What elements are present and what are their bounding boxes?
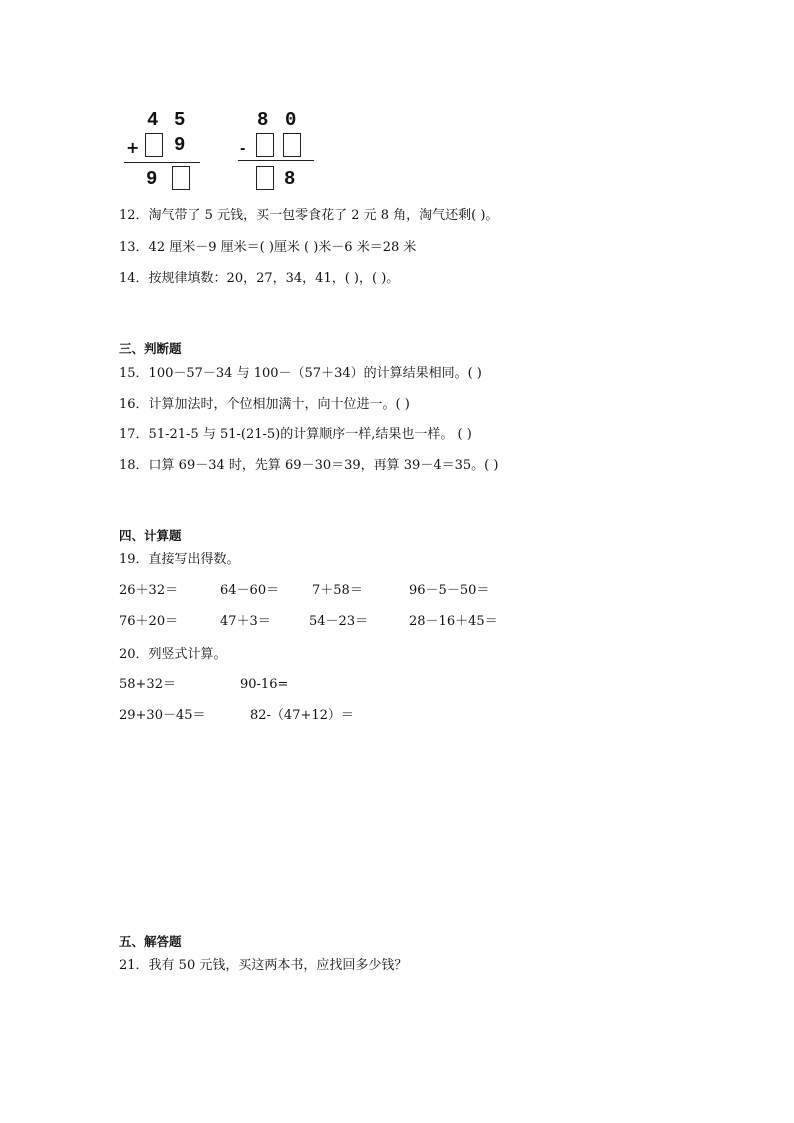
question-text: 计算加法时，个位相加满十，向十位进一。( ) bbox=[148, 397, 410, 412]
digit: 0 bbox=[285, 109, 297, 131]
question-18 bbox=[119, 458, 498, 474]
question-number: 19． bbox=[119, 552, 149, 567]
question-14 bbox=[119, 271, 399, 287]
question-17 bbox=[119, 427, 472, 443]
digit: 8 bbox=[284, 168, 296, 190]
expression: 28－16＋45＝ bbox=[409, 614, 498, 629]
expression: 29+30－45＝ bbox=[119, 708, 206, 723]
section-title-calculation: 四、计算题 bbox=[119, 528, 182, 543]
expression: 90-16= bbox=[240, 677, 289, 692]
expression: 54－23＝ bbox=[309, 614, 369, 629]
digit: 9 bbox=[146, 168, 158, 190]
expression: 76＋20＝ bbox=[119, 614, 179, 629]
question-text: 42 厘米－9 厘米＝( )厘米 ( )米－6 米＝28 米 bbox=[148, 240, 417, 255]
digit: 5 bbox=[174, 109, 186, 131]
expression: 58+32＝ bbox=[119, 677, 176, 692]
question-number: 15． bbox=[119, 366, 149, 381]
expression: 64－60＝ bbox=[220, 583, 280, 598]
question-number: 17． bbox=[119, 427, 149, 442]
question-text: 直接写出得数。 bbox=[148, 552, 240, 567]
plus-operator: + bbox=[126, 138, 140, 157]
question-number: 21． bbox=[119, 958, 149, 973]
question-number: 16． bbox=[119, 397, 149, 412]
section-title-judgement: 三、判断题 bbox=[119, 341, 182, 356]
question-20 bbox=[119, 647, 227, 663]
digit: 4 bbox=[147, 109, 159, 131]
expression: 82-（47+12）＝ bbox=[250, 708, 354, 723]
question-text: 51-21-5 与 51-(21-5)的计算顺序一样,结果也一样。 ( ) bbox=[148, 427, 472, 442]
sum-line bbox=[124, 162, 200, 163]
question-number: 12． bbox=[119, 208, 149, 223]
answer-box[interactable] bbox=[256, 166, 274, 190]
question-19 bbox=[119, 552, 240, 568]
digit: 8 bbox=[257, 109, 269, 131]
expression: 47＋3＝ bbox=[220, 614, 271, 629]
question-number: 14． bbox=[119, 271, 149, 286]
answer-box[interactable] bbox=[283, 133, 301, 157]
question-text: 100－57－34 与 100－（57＋34）的计算结果相同。( ) bbox=[148, 366, 482, 381]
answer-box[interactable] bbox=[172, 166, 190, 190]
answer-box[interactable] bbox=[145, 133, 163, 157]
minus-operator: - bbox=[240, 142, 246, 157]
digit: 9 bbox=[174, 134, 186, 156]
expression: 26＋32＝ bbox=[119, 583, 179, 598]
expression: 96－5－50＝ bbox=[409, 583, 490, 598]
question-12 bbox=[119, 208, 498, 224]
question-number: 18． bbox=[119, 458, 149, 473]
question-text: 按规律填数：20，27，34，41，( )，( )。 bbox=[148, 271, 400, 286]
question-text: 淘气带了 5 元钱，买一包零食花了 2 元 8 角，淘气还剩( )。 bbox=[148, 208, 499, 223]
question-21 bbox=[119, 958, 407, 974]
section-title-word-problems: 五、解答题 bbox=[119, 934, 182, 949]
question-text: 我有 50 元钱，买这两本书，应找回多少钱？ bbox=[148, 958, 408, 973]
question-number: 13． bbox=[119, 240, 149, 255]
difference-line bbox=[238, 160, 314, 161]
question-text: 列竖式计算。 bbox=[148, 647, 227, 662]
question-text: 口算 69－34 时，先算 69－30＝39，再算 39－4＝35。( ) bbox=[148, 458, 499, 473]
expression: 7＋58＝ bbox=[312, 583, 363, 598]
question-15 bbox=[119, 366, 482, 382]
question-13 bbox=[119, 240, 416, 256]
question-16 bbox=[119, 397, 410, 413]
question-number: 20． bbox=[119, 647, 149, 662]
answer-box[interactable] bbox=[256, 133, 274, 157]
